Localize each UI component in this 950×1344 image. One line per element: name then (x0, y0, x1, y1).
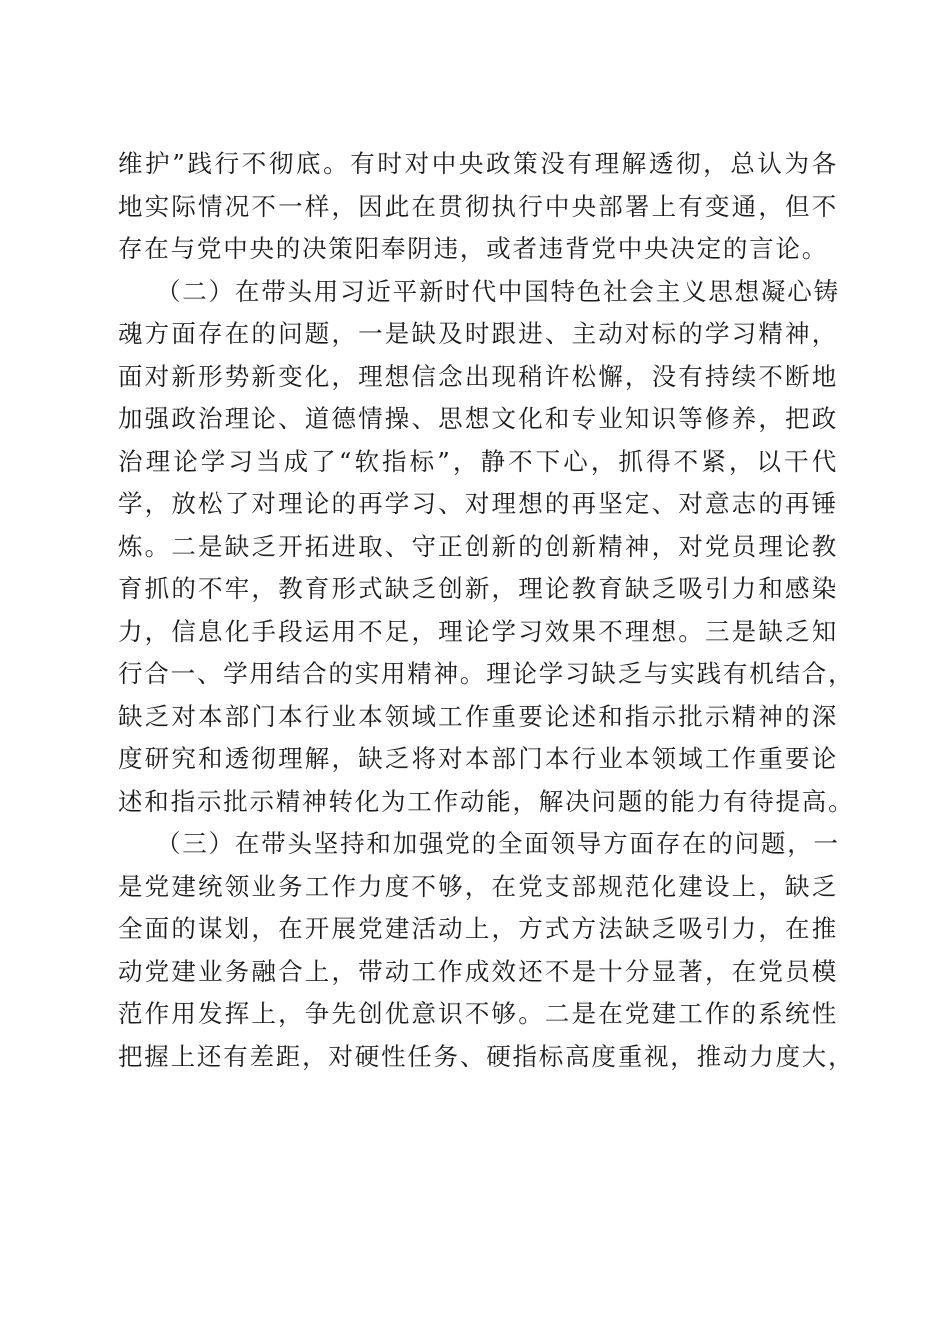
section-two-heading-line: （二）在带头用习近平新时代中国特色社会主义思想凝心铸 (156, 276, 840, 306)
paragraph-end-line: 述和指示批示精神转化为工作动能，解决问题的能力有待提高。 (118, 786, 855, 816)
text-line: 炼。二是缺乏开拓进取、守正创新的创新精神，对党员理论教 (118, 531, 838, 561)
text-line: 魂方面存在的问题，一是缺及时跟进、主动对标的学习精神， (118, 319, 838, 348)
text-line: 全面的谋划，在开展党建活动上，方式方法缺乏吸引力，在推 (118, 914, 838, 943)
text-line: 加强政治理论、道德情操、思想文化和专业知识等修养，把政 (118, 404, 838, 433)
paragraph-end-line: 存在与党中央的决策阳奉阴违，或者违背党中央决定的言论。 (118, 234, 829, 263)
text-line: 治理论学习当成了“软指标”，静不下心，抓得不紧，以干代 (118, 446, 838, 476)
text-line: 行合一、学用结合的实用精神。理论学习缺乏与实践有机结合， (118, 659, 855, 688)
text-line: 育抓的不牢，教育形式缺乏创新，理论教育缺乏吸引力和感染 (118, 574, 838, 603)
document-body (118, 143, 855, 1078)
text-line: 度研究和透彻理解，缺乏将对本部门本行业本领域工作重要论 (118, 744, 838, 773)
text-line: 把握上还有差距，对硬性任务、硬指标高度重视，推动力度大， (118, 1041, 855, 1071)
text-line: 地实际情况不一样，因此在贯彻执行中央部署上有变通，但不 (118, 191, 838, 221)
text-line: 范作用发挥上，争先创优意识不够。二是在党建工作的系统性 (118, 999, 838, 1028)
text-line: 维护”践行不彻底。有时对中央政策没有理解透彻，总认为各 (118, 149, 838, 178)
text-line: 动党建业务融合上，带动工作成效还不是十分显著，在党员模 (118, 956, 838, 986)
text-line: 学，放松了对理论的再学习、对理想的再坚定、对意志的再锤 (118, 489, 838, 518)
text-line: 是党建统领业务工作力度不够，在党支部规范化建设上，缺乏 (118, 871, 838, 901)
section-three-heading-line: （三）在带头坚持和加强党的全面领导方面存在的问题，一 (156, 829, 840, 858)
text-line: 力，信息化手段运用不足，理论学习效果不理想。三是缺乏知 (118, 616, 838, 646)
text-line: 面对新形势新变化，理想信念出现稍许松懈，没有持续不断地 (118, 361, 838, 391)
text-line: 缺乏对本部门本行业本领域工作重要论述和指示批示精神的深 (118, 701, 838, 731)
